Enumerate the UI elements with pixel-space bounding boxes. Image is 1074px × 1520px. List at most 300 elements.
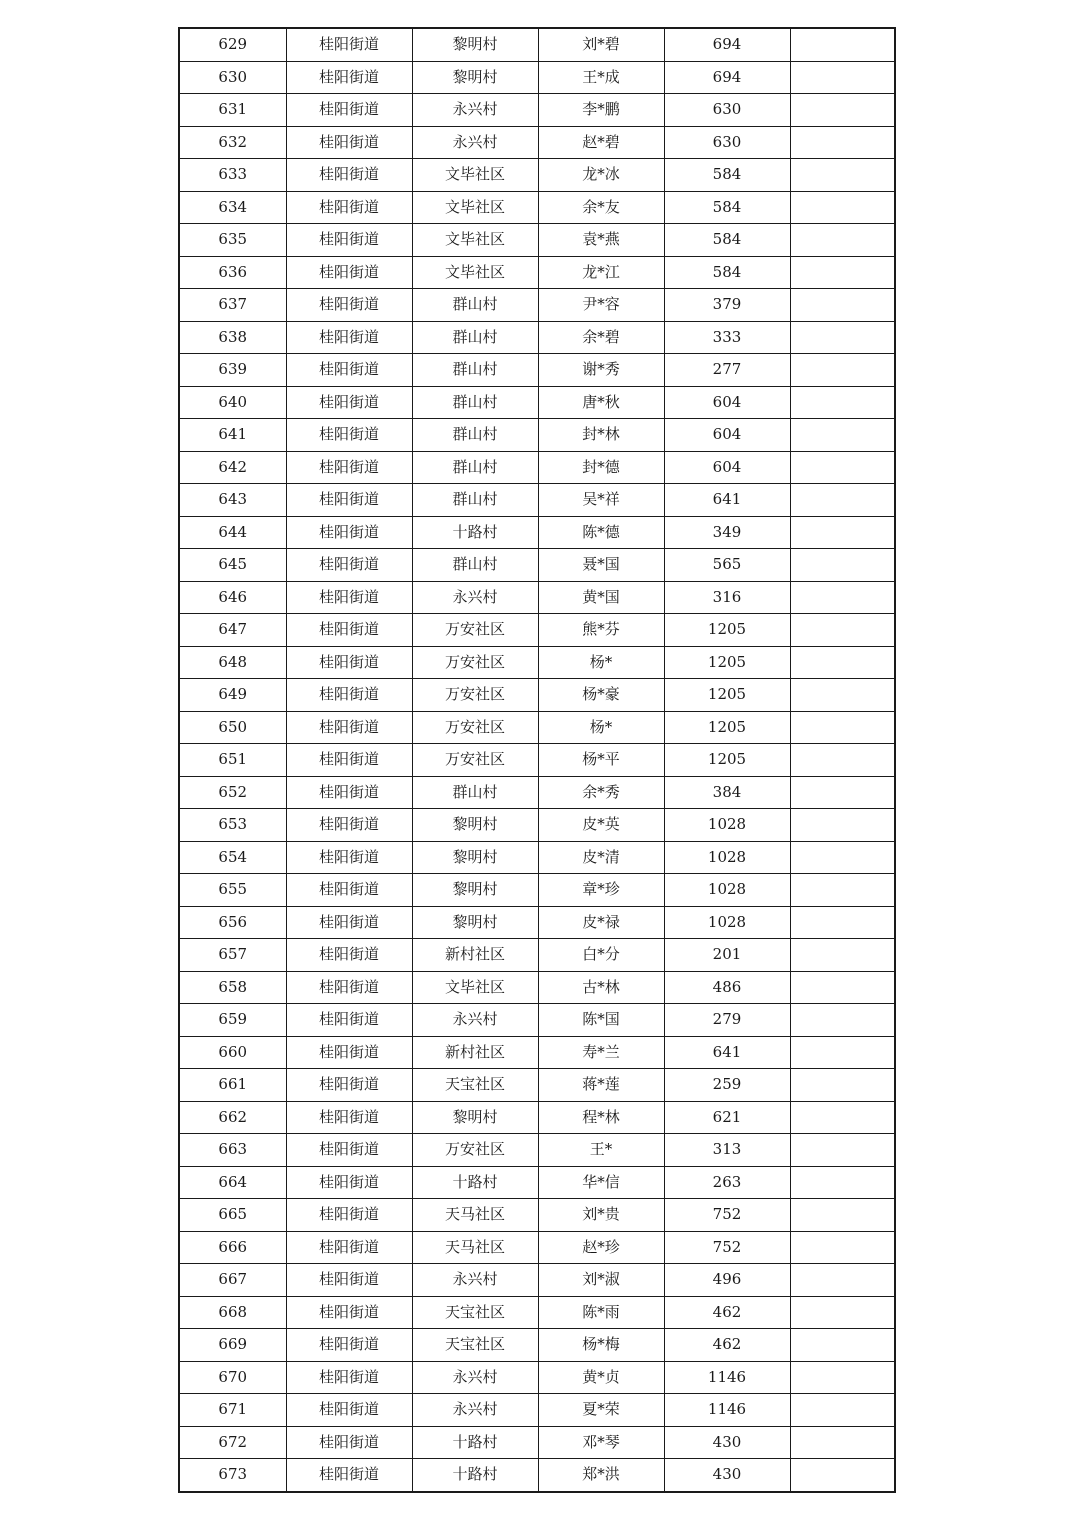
- remark-cell: [790, 1459, 895, 1492]
- name-cell: 龙*冰: [538, 159, 664, 192]
- remark-cell: [790, 1069, 895, 1102]
- street-cell: 桂阳街道: [286, 549, 412, 582]
- table-row: [179, 451, 895, 484]
- table-row: [179, 1329, 895, 1362]
- street-cell: 桂阳街道: [286, 1231, 412, 1264]
- village-cell: 十路村: [412, 1166, 538, 1199]
- remark-cell: [790, 549, 895, 582]
- row-number-cell: 658: [179, 971, 286, 1004]
- street-cell: 桂阳街道: [286, 1459, 412, 1492]
- remark-cell: [790, 906, 895, 939]
- village-cell: 文毕社区: [412, 971, 538, 1004]
- village-cell: 永兴村: [412, 1361, 538, 1394]
- row-number-cell: 664: [179, 1166, 286, 1199]
- amount-cell: 263: [664, 1166, 790, 1199]
- street-cell: 桂阳街道: [286, 224, 412, 257]
- amount-cell: 462: [664, 1296, 790, 1329]
- row-number-cell: 651: [179, 744, 286, 777]
- street-cell: 桂阳街道: [286, 1004, 412, 1037]
- remark-cell: [790, 874, 895, 907]
- row-number-cell: 631: [179, 94, 286, 127]
- amount-cell: 1028: [664, 841, 790, 874]
- amount-cell: 1205: [664, 679, 790, 712]
- beneficiary-table: [178, 27, 896, 1493]
- village-cell: 永兴村: [412, 1394, 538, 1427]
- remark-cell: [790, 744, 895, 777]
- row-number-cell: 645: [179, 549, 286, 582]
- street-cell: 桂阳街道: [286, 1296, 412, 1329]
- name-cell: 陈*雨: [538, 1296, 664, 1329]
- name-cell: 吴*祥: [538, 484, 664, 517]
- remark-cell: [790, 1166, 895, 1199]
- name-cell: 尹*容: [538, 289, 664, 322]
- name-cell: 李*鹏: [538, 94, 664, 127]
- name-cell: 谢*秀: [538, 354, 664, 387]
- row-number-cell: 660: [179, 1036, 286, 1069]
- name-cell: 赵*碧: [538, 126, 664, 159]
- name-cell: 聂*国: [538, 549, 664, 582]
- row-number-cell: 646: [179, 581, 286, 614]
- table-row: [179, 516, 895, 549]
- name-cell: 杨*豪: [538, 679, 664, 712]
- amount-cell: 752: [664, 1199, 790, 1232]
- table-row: [179, 484, 895, 517]
- amount-cell: 641: [664, 484, 790, 517]
- village-cell: 群山村: [412, 419, 538, 452]
- row-number-cell: 652: [179, 776, 286, 809]
- street-cell: 桂阳街道: [286, 28, 412, 61]
- remark-cell: [790, 1426, 895, 1459]
- village-cell: 群山村: [412, 289, 538, 322]
- remark-cell: [790, 1199, 895, 1232]
- remark-cell: [790, 1231, 895, 1264]
- street-cell: 桂阳街道: [286, 191, 412, 224]
- amount-cell: 604: [664, 386, 790, 419]
- row-number-cell: 659: [179, 1004, 286, 1037]
- row-number-cell: 638: [179, 321, 286, 354]
- village-cell: 天宝社区: [412, 1329, 538, 1362]
- street-cell: 桂阳街道: [286, 1199, 412, 1232]
- name-cell: 程*林: [538, 1101, 664, 1134]
- amount-cell: 694: [664, 61, 790, 94]
- row-number-cell: 637: [179, 289, 286, 322]
- remark-cell: [790, 776, 895, 809]
- name-cell: 杨*: [538, 646, 664, 679]
- row-number-cell: 649: [179, 679, 286, 712]
- village-cell: 文毕社区: [412, 224, 538, 257]
- name-cell: 古*林: [538, 971, 664, 1004]
- street-cell: 桂阳街道: [286, 1134, 412, 1167]
- row-number-cell: 666: [179, 1231, 286, 1264]
- remark-cell: [790, 614, 895, 647]
- amount-cell: 384: [664, 776, 790, 809]
- name-cell: 陈*德: [538, 516, 664, 549]
- village-cell: 永兴村: [412, 581, 538, 614]
- street-cell: 桂阳街道: [286, 1329, 412, 1362]
- remark-cell: [790, 61, 895, 94]
- remark-cell: [790, 94, 895, 127]
- name-cell: 杨*: [538, 711, 664, 744]
- table-row: [179, 256, 895, 289]
- street-cell: 桂阳街道: [286, 711, 412, 744]
- row-number-cell: 641: [179, 419, 286, 452]
- village-cell: 黎明村: [412, 841, 538, 874]
- name-cell: 皮*禄: [538, 906, 664, 939]
- village-cell: 文毕社区: [412, 159, 538, 192]
- remark-cell: [790, 289, 895, 322]
- table-row: [179, 1361, 895, 1394]
- row-number-cell: 634: [179, 191, 286, 224]
- remark-cell: [790, 1004, 895, 1037]
- street-cell: 桂阳街道: [286, 386, 412, 419]
- name-cell: 余*友: [538, 191, 664, 224]
- village-cell: 黎明村: [412, 1101, 538, 1134]
- street-cell: 桂阳街道: [286, 484, 412, 517]
- name-cell: 龙*江: [538, 256, 664, 289]
- amount-cell: 604: [664, 451, 790, 484]
- amount-cell: 621: [664, 1101, 790, 1134]
- row-number-cell: 648: [179, 646, 286, 679]
- village-cell: 十路村: [412, 516, 538, 549]
- amount-cell: 430: [664, 1459, 790, 1492]
- amount-cell: 1146: [664, 1394, 790, 1427]
- village-cell: 万安社区: [412, 679, 538, 712]
- row-number-cell: 669: [179, 1329, 286, 1362]
- remark-cell: [790, 1264, 895, 1297]
- row-number-cell: 673: [179, 1459, 286, 1492]
- table-row: [179, 1426, 895, 1459]
- remark-cell: [790, 1134, 895, 1167]
- street-cell: 桂阳街道: [286, 289, 412, 322]
- street-cell: 桂阳街道: [286, 581, 412, 614]
- name-cell: 夏*荣: [538, 1394, 664, 1427]
- table-row: [179, 1459, 895, 1492]
- street-cell: 桂阳街道: [286, 1101, 412, 1134]
- name-cell: 唐*秋: [538, 386, 664, 419]
- remark-cell: [790, 1036, 895, 1069]
- amount-cell: 630: [664, 94, 790, 127]
- table-row: [179, 744, 895, 777]
- row-number-cell: 657: [179, 939, 286, 972]
- table-row: [179, 1231, 895, 1264]
- amount-cell: 1205: [664, 614, 790, 647]
- row-number-cell: 636: [179, 256, 286, 289]
- amount-cell: 462: [664, 1329, 790, 1362]
- amount-cell: 584: [664, 159, 790, 192]
- name-cell: 封*林: [538, 419, 664, 452]
- row-number-cell: 668: [179, 1296, 286, 1329]
- amount-cell: 565: [664, 549, 790, 582]
- name-cell: 赵*珍: [538, 1231, 664, 1264]
- amount-cell: 1028: [664, 809, 790, 842]
- street-cell: 桂阳街道: [286, 516, 412, 549]
- remark-cell: [790, 516, 895, 549]
- amount-cell: 1205: [664, 711, 790, 744]
- table-row: [179, 841, 895, 874]
- street-cell: 桂阳街道: [286, 906, 412, 939]
- remark-cell: [790, 321, 895, 354]
- amount-cell: 604: [664, 419, 790, 452]
- table-row: [179, 1036, 895, 1069]
- name-cell: 邓*琴: [538, 1426, 664, 1459]
- name-cell: 刘*淑: [538, 1264, 664, 1297]
- remark-cell: [790, 809, 895, 842]
- village-cell: 群山村: [412, 549, 538, 582]
- street-cell: 桂阳街道: [286, 419, 412, 452]
- table-row: [179, 1134, 895, 1167]
- village-cell: 群山村: [412, 484, 538, 517]
- village-cell: 群山村: [412, 776, 538, 809]
- name-cell: 章*珍: [538, 874, 664, 907]
- row-number-cell: 667: [179, 1264, 286, 1297]
- table-row: [179, 1166, 895, 1199]
- village-cell: 十路村: [412, 1459, 538, 1492]
- street-cell: 桂阳街道: [286, 1426, 412, 1459]
- row-number-cell: 642: [179, 451, 286, 484]
- amount-cell: 641: [664, 1036, 790, 1069]
- village-cell: 永兴村: [412, 94, 538, 127]
- name-cell: 杨*梅: [538, 1329, 664, 1362]
- name-cell: 寿*兰: [538, 1036, 664, 1069]
- street-cell: 桂阳街道: [286, 939, 412, 972]
- table-row: [179, 646, 895, 679]
- street-cell: 桂阳街道: [286, 1264, 412, 1297]
- remark-cell: [790, 841, 895, 874]
- row-number-cell: 639: [179, 354, 286, 387]
- row-number-cell: 663: [179, 1134, 286, 1167]
- row-number-cell: 630: [179, 61, 286, 94]
- village-cell: 群山村: [412, 386, 538, 419]
- table-row: [179, 61, 895, 94]
- name-cell: 蒋*莲: [538, 1069, 664, 1102]
- row-number-cell: 670: [179, 1361, 286, 1394]
- street-cell: 桂阳街道: [286, 1069, 412, 1102]
- amount-cell: 379: [664, 289, 790, 322]
- amount-cell: 1205: [664, 744, 790, 777]
- table-row: [179, 1004, 895, 1037]
- remark-cell: [790, 1329, 895, 1362]
- village-cell: 十路村: [412, 1426, 538, 1459]
- street-cell: 桂阳街道: [286, 809, 412, 842]
- remark-cell: [790, 354, 895, 387]
- table-row: [179, 776, 895, 809]
- village-cell: 万安社区: [412, 614, 538, 647]
- name-cell: 熊*芬: [538, 614, 664, 647]
- amount-cell: 694: [664, 28, 790, 61]
- village-cell: 黎明村: [412, 28, 538, 61]
- remark-cell: [790, 1296, 895, 1329]
- amount-cell: 259: [664, 1069, 790, 1102]
- village-cell: 群山村: [412, 321, 538, 354]
- table-row: [179, 614, 895, 647]
- name-cell: 华*信: [538, 1166, 664, 1199]
- row-number-cell: 671: [179, 1394, 286, 1427]
- remark-cell: [790, 126, 895, 159]
- street-cell: 桂阳街道: [286, 256, 412, 289]
- village-cell: 永兴村: [412, 126, 538, 159]
- table-row: [179, 1199, 895, 1232]
- table-row: [179, 354, 895, 387]
- table-row: [179, 94, 895, 127]
- remark-cell: [790, 159, 895, 192]
- table-row: [179, 419, 895, 452]
- street-cell: 桂阳街道: [286, 1394, 412, 1427]
- amount-cell: 486: [664, 971, 790, 1004]
- amount-cell: 584: [664, 224, 790, 257]
- table-row: [179, 191, 895, 224]
- row-number-cell: 640: [179, 386, 286, 419]
- amount-cell: 584: [664, 256, 790, 289]
- remark-cell: [790, 971, 895, 1004]
- amount-cell: 1205: [664, 646, 790, 679]
- table-row: [179, 809, 895, 842]
- row-number-cell: 662: [179, 1101, 286, 1134]
- name-cell: 王*: [538, 1134, 664, 1167]
- name-cell: 刘*碧: [538, 28, 664, 61]
- name-cell: 刘*贵: [538, 1199, 664, 1232]
- village-cell: 文毕社区: [412, 256, 538, 289]
- street-cell: 桂阳街道: [286, 971, 412, 1004]
- table-row: [179, 581, 895, 614]
- street-cell: 桂阳街道: [286, 94, 412, 127]
- table-row: [179, 289, 895, 322]
- street-cell: 桂阳街道: [286, 679, 412, 712]
- amount-cell: 349: [664, 516, 790, 549]
- name-cell: 余*秀: [538, 776, 664, 809]
- table-row: [179, 1264, 895, 1297]
- remark-cell: [790, 646, 895, 679]
- table-row: [179, 971, 895, 1004]
- village-cell: 永兴村: [412, 1264, 538, 1297]
- amount-cell: 430: [664, 1426, 790, 1459]
- name-cell: 王*成: [538, 61, 664, 94]
- name-cell: 袁*燕: [538, 224, 664, 257]
- village-cell: 新村社区: [412, 939, 538, 972]
- row-number-cell: 635: [179, 224, 286, 257]
- table-row: [179, 906, 895, 939]
- beneficiary-table-body: [179, 28, 895, 1492]
- remark-cell: [790, 451, 895, 484]
- amount-cell: 313: [664, 1134, 790, 1167]
- table-row: [179, 874, 895, 907]
- village-cell: 永兴村: [412, 1004, 538, 1037]
- name-cell: 封*德: [538, 451, 664, 484]
- table-row: [179, 1394, 895, 1427]
- row-number-cell: 656: [179, 906, 286, 939]
- village-cell: 新村社区: [412, 1036, 538, 1069]
- street-cell: 桂阳街道: [286, 776, 412, 809]
- village-cell: 万安社区: [412, 711, 538, 744]
- table-row: [179, 679, 895, 712]
- name-cell: 杨*平: [538, 744, 664, 777]
- row-number-cell: 672: [179, 1426, 286, 1459]
- amount-cell: 630: [664, 126, 790, 159]
- village-cell: 天宝社区: [412, 1069, 538, 1102]
- name-cell: 余*碧: [538, 321, 664, 354]
- name-cell: 陈*国: [538, 1004, 664, 1037]
- amount-cell: 277: [664, 354, 790, 387]
- street-cell: 桂阳街道: [286, 126, 412, 159]
- remark-cell: [790, 191, 895, 224]
- village-cell: 天宝社区: [412, 1296, 538, 1329]
- village-cell: 群山村: [412, 451, 538, 484]
- remark-cell: [790, 256, 895, 289]
- amount-cell: 496: [664, 1264, 790, 1297]
- table-row: [179, 224, 895, 257]
- row-number-cell: 647: [179, 614, 286, 647]
- table-row: [179, 321, 895, 354]
- table-row: [179, 28, 895, 61]
- table-row: [179, 939, 895, 972]
- name-cell: 黄*贞: [538, 1361, 664, 1394]
- remark-cell: [790, 28, 895, 61]
- name-cell: 白*分: [538, 939, 664, 972]
- amount-cell: 279: [664, 1004, 790, 1037]
- amount-cell: 316: [664, 581, 790, 614]
- village-cell: 黎明村: [412, 874, 538, 907]
- village-cell: 黎明村: [412, 61, 538, 94]
- street-cell: 桂阳街道: [286, 159, 412, 192]
- street-cell: 桂阳街道: [286, 614, 412, 647]
- village-cell: 黎明村: [412, 906, 538, 939]
- name-cell: 郑*洪: [538, 1459, 664, 1492]
- street-cell: 桂阳街道: [286, 451, 412, 484]
- remark-cell: [790, 484, 895, 517]
- village-cell: 万安社区: [412, 1134, 538, 1167]
- row-number-cell: 643: [179, 484, 286, 517]
- amount-cell: 1028: [664, 906, 790, 939]
- row-number-cell: 633: [179, 159, 286, 192]
- street-cell: 桂阳街道: [286, 1166, 412, 1199]
- remark-cell: [790, 679, 895, 712]
- table-row: [179, 711, 895, 744]
- amount-cell: 333: [664, 321, 790, 354]
- amount-cell: 584: [664, 191, 790, 224]
- village-cell: 天马社区: [412, 1199, 538, 1232]
- village-cell: 天马社区: [412, 1231, 538, 1264]
- amount-cell: 1146: [664, 1361, 790, 1394]
- table-row: [179, 1101, 895, 1134]
- row-number-cell: 661: [179, 1069, 286, 1102]
- name-cell: 皮*清: [538, 841, 664, 874]
- street-cell: 桂阳街道: [286, 321, 412, 354]
- table-row: [179, 549, 895, 582]
- remark-cell: [790, 1394, 895, 1427]
- remark-cell: [790, 581, 895, 614]
- name-cell: 黄*国: [538, 581, 664, 614]
- row-number-cell: 629: [179, 28, 286, 61]
- name-cell: 皮*英: [538, 809, 664, 842]
- row-number-cell: 653: [179, 809, 286, 842]
- row-number-cell: 632: [179, 126, 286, 159]
- village-cell: 群山村: [412, 354, 538, 387]
- remark-cell: [790, 1101, 895, 1134]
- remark-cell: [790, 224, 895, 257]
- remark-cell: [790, 939, 895, 972]
- amount-cell: 752: [664, 1231, 790, 1264]
- street-cell: 桂阳街道: [286, 874, 412, 907]
- street-cell: 桂阳街道: [286, 354, 412, 387]
- table-row: [179, 126, 895, 159]
- row-number-cell: 665: [179, 1199, 286, 1232]
- row-number-cell: 655: [179, 874, 286, 907]
- street-cell: 桂阳街道: [286, 61, 412, 94]
- remark-cell: [790, 419, 895, 452]
- row-number-cell: 644: [179, 516, 286, 549]
- amount-cell: 1028: [664, 874, 790, 907]
- table-row: [179, 1296, 895, 1329]
- amount-cell: 201: [664, 939, 790, 972]
